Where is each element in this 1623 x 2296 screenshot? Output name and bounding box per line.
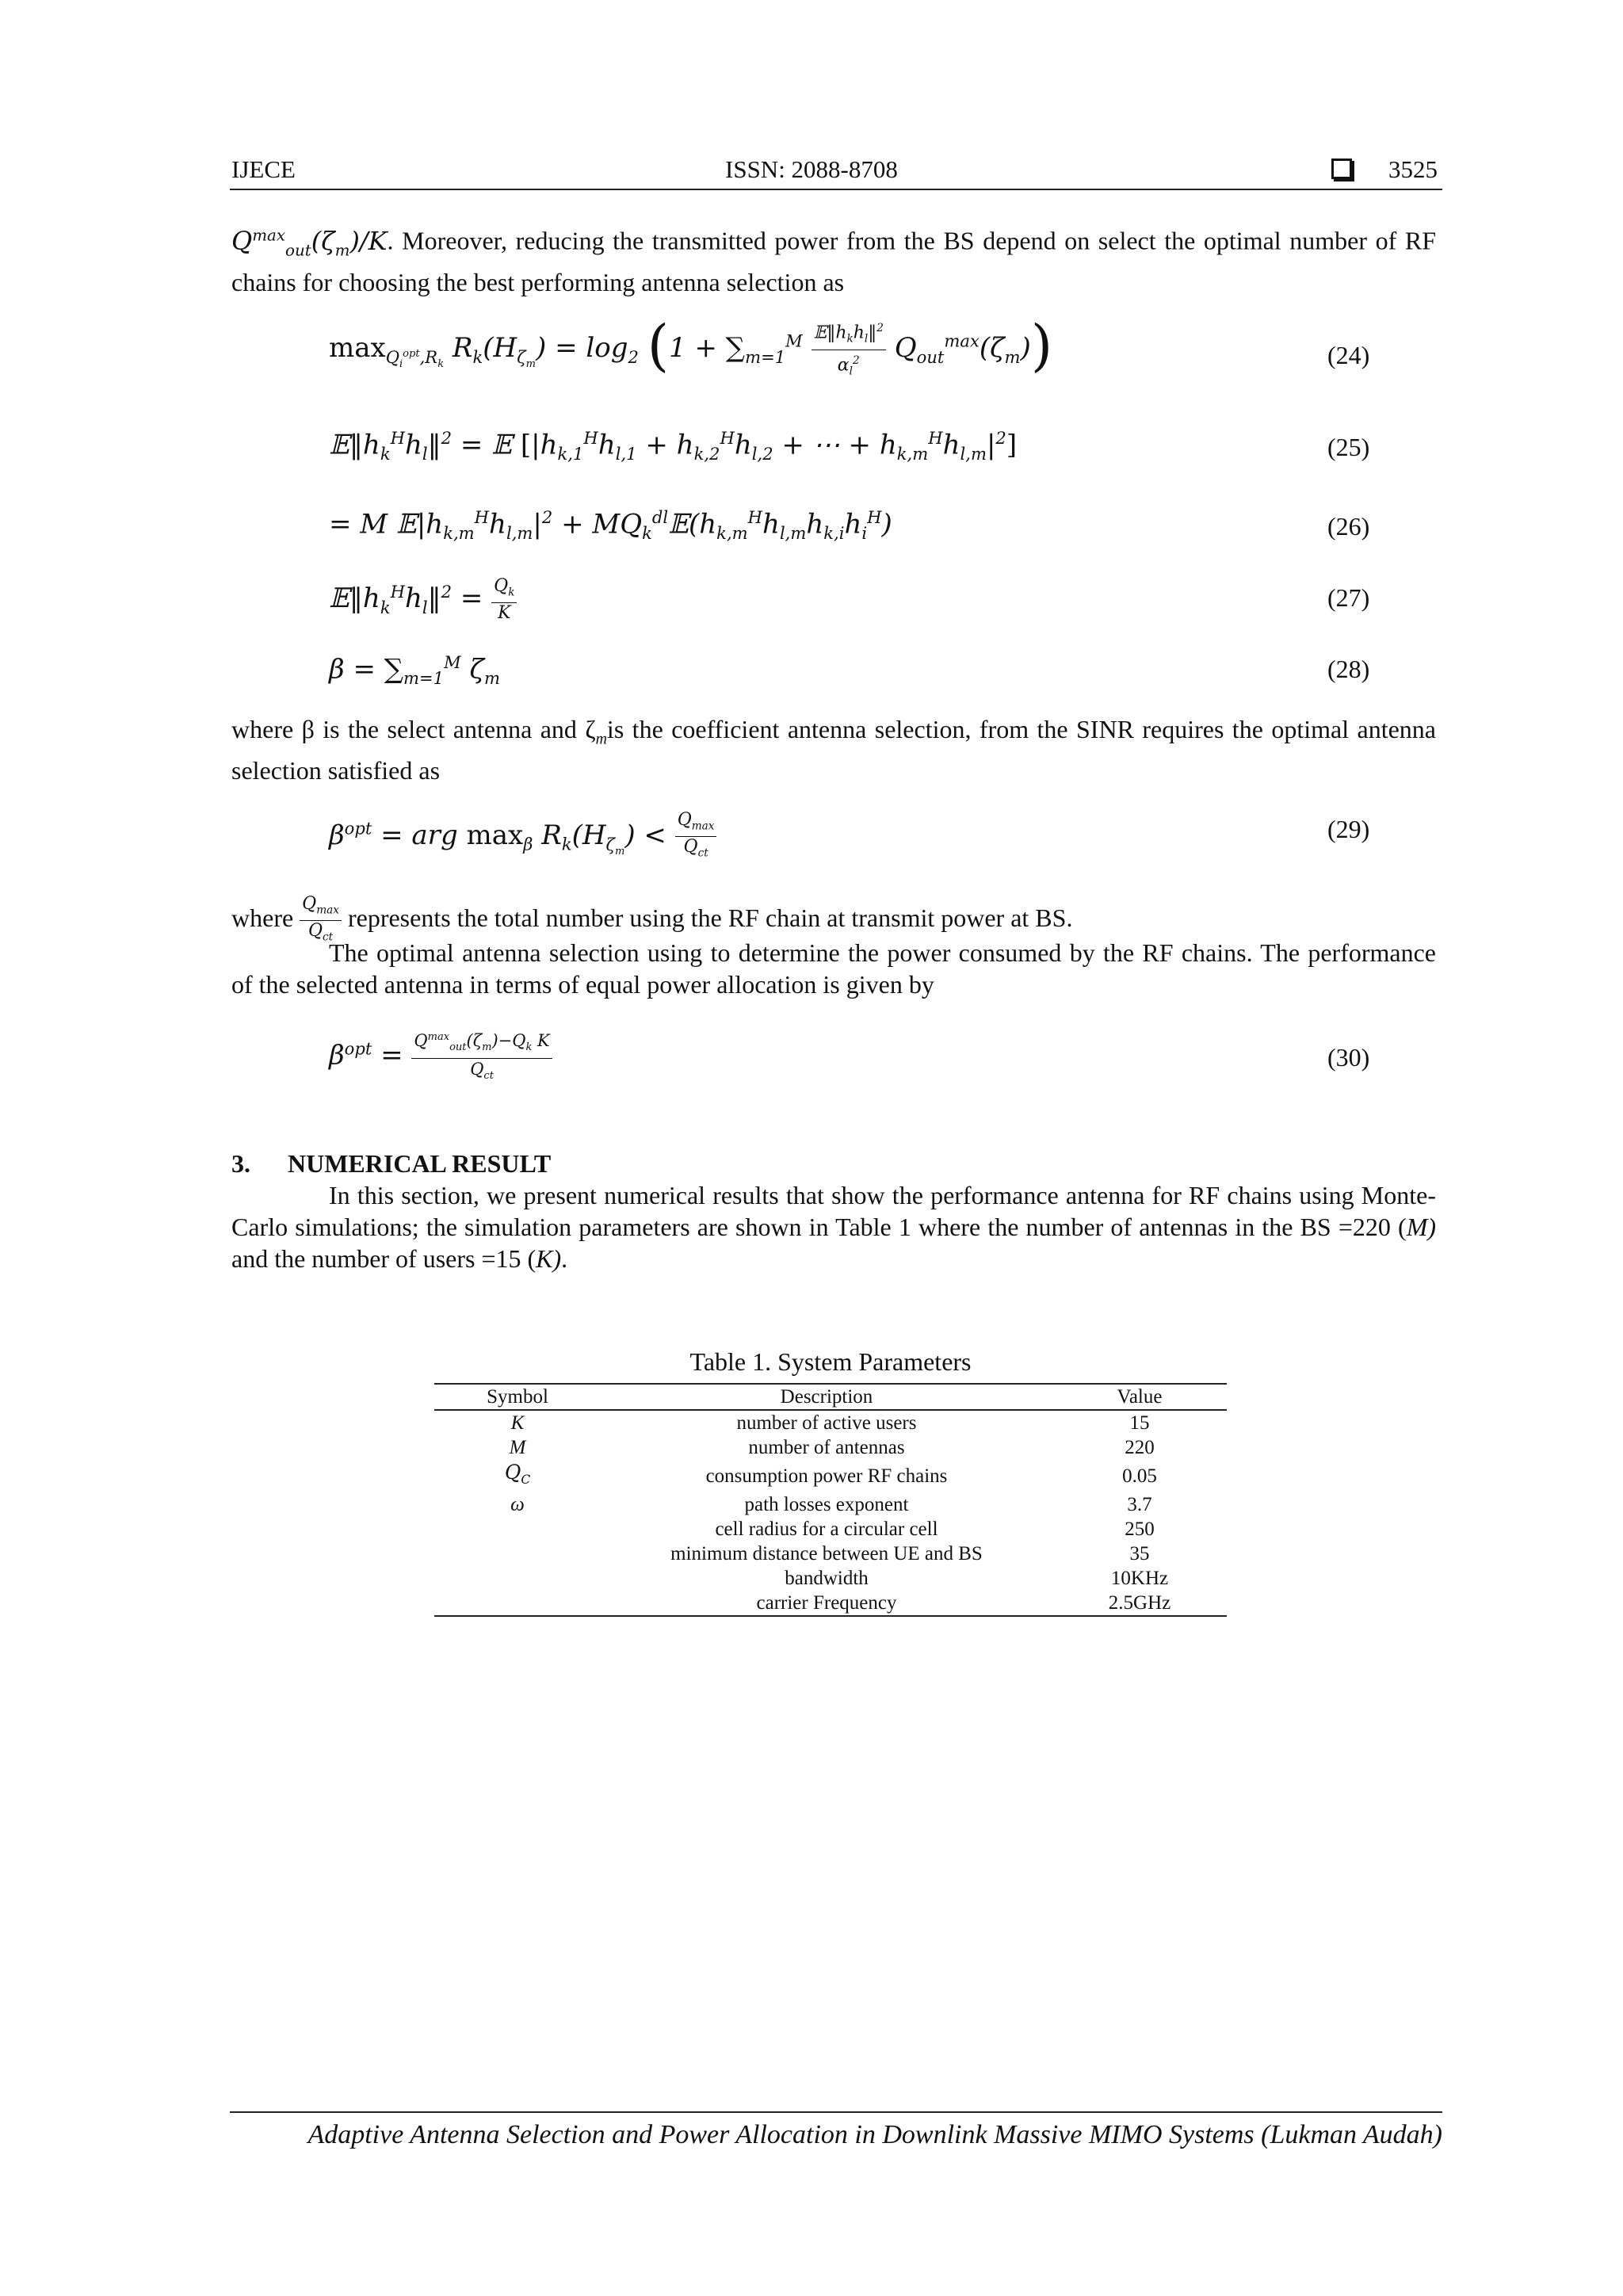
where-q-paragraph: where $\frac{Q_{max}}{Q_{ct}}$ represents the total number using the RF chain at transmit power at BS. [231,894,1073,944]
table-row [434,1410,1227,1435]
header-symbol: Symbol [434,1384,601,1410]
table-row [434,1492,1227,1517]
checkbox-icon [1331,159,1352,179]
footer-rule [230,2111,1442,2113]
value-cell: 250 [1125,1519,1155,1540]
journal-name: IJECE [231,155,296,183]
table-row [434,1591,1227,1616]
value-cell: 2.5GHz [1052,1591,1227,1616]
value-cell: 0.05 [1122,1465,1157,1487]
where-beta-text: where β is the select antenna and ζ [231,715,596,743]
where-beta-paragraph: where β is the select antenna and $\zeta_mis$ the coefficient antenna selection, from the SINR requires the optimal antenna selection satisfied as [231,715,1437,785]
symbol-cell [434,1566,601,1591]
header-description: Description [601,1384,1052,1410]
optimal-paragraph: The optimal antenna selection using to determine the power consumed by the RF chains. The performance of the selected antenna in terms of equal power allocation is given by [231,938,1436,999]
table-row [434,1541,1227,1566]
page-footer: Adaptive Antenna Selection and Power Allocation in Downlink Massive MIMO Systems (Lukman Audah) [307,2120,1442,2149]
table-header-row [434,1384,1227,1410]
symbol-cell: K [510,1412,525,1434]
section-body-text-3: . [561,1244,568,1273]
equation-number-29: (29) [1327,815,1370,843]
description-cell: cell radius for a circular cell [715,1519,938,1540]
symbol-cell [434,1517,601,1541]
equation-25: $𝔼‖h_k^Hh_l‖^2$ = 𝔼 [$|h_{k,1}^Hh_{l,1} + h_{k,2}^Hh_{l,2}$ + ⋯ + $h_{k,m}^Hh_{l,m}|^2$] [329,428,1018,464]
equation-27: $𝔼‖h_k^Hh_l‖^2$ = $\frac{Q_k}{K}$ [329,576,517,624]
equation-28: $\beta = \sum_{m=1}^M$ $\zeta_m$ [329,652,500,689]
where-beta-text-2: is the coefficient antenna selection, from the SINR requires the optimal antenna selection satisfied as [231,715,1437,785]
equation-29: $\beta^{opt}$ = arg $\max_\beta R_k(H_{\zeta_m})$ < $\frac{Q_{max}}{Q_{ct}}$ [329,810,716,864]
page-number: 3525 [1388,155,1438,183]
where-q-text: where [231,904,294,933]
table-row [434,1517,1227,1541]
value-cell: 15 [1129,1412,1150,1434]
description-cell: number of active users [736,1412,917,1434]
equation-number-24: (24) [1327,341,1370,369]
equation-26: = M $𝔼|h_{k,m}^Hh_{l,m}|^2$ + $MQ_k^{dl}𝔼(h_{k,m}^Hh_{l,m}h_{k,i}h_i^H)$ [329,507,892,544]
description-cell: bandwidth [785,1568,869,1589]
where-q-text-2: represents the total number using the RF chain at transmit power at BS. [347,904,1073,933]
value-cell: 35 [1129,1543,1150,1564]
description-cell: number of antennas [748,1437,905,1458]
value-cell: 3.7 [1127,1494,1152,1515]
intro-paragraph: $Q^{max}_{out}(\zeta_m)/K$. Moreover, reducing the transmitted power from the BS depend on select the optimal number of RF chains for choosing the best performing antenna selection as [231,225,1436,297]
header-rule [230,189,1442,190]
table-row [434,1566,1227,1591]
symbol-cell: $Q_C$ [504,1461,531,1487]
description-cell: consumption power RF chains [705,1465,948,1487]
equation-number-26: (26) [1327,512,1370,541]
table-row [434,1435,1227,1460]
intro-text: . Moreover, reducing the transmitted power from the BS depend on select the optimal number of RF chains for choosing the best performing antenna selection as [231,226,1436,297]
section-number: 3. [231,1149,250,1178]
section-body-text-1: In this section, we present numerical results that show the performance antenna for RF chains using Monte-Carlo simulations; the simulation parameters are shown in Table 1 where the number of antennas in the BS =220 ( [231,1181,1436,1241]
section-body-M: M) [1406,1213,1436,1241]
equation-number-25: (25) [1327,433,1370,461]
section-body-text-2: and the number of users =15 ( [231,1244,537,1273]
header-value: Value [1052,1384,1227,1410]
section-body [231,1179,1436,1274]
equation-number-30: (30) [1327,1043,1370,1072]
symbol-cell [434,1591,601,1616]
symbol-cell: ω [510,1494,525,1515]
issn: ISSN: 2088-8708 [725,155,898,183]
description-cell: carrier Frequency [601,1591,1052,1616]
table-row [434,1460,1227,1492]
symbol-cell: M [509,1437,526,1458]
equation-30: $\beta^{opt}$ = $\frac{Q^{max}_{out}(\zeta_m)-Q_k K}{Q_{ct}}$ [329,1027,552,1087]
symbol-cell [434,1541,601,1566]
value-cell: 10KHz [1110,1568,1169,1589]
description-cell: minimum distance between UE and BS [670,1543,983,1564]
section-title: NUMERICAL RESULT [288,1149,552,1178]
value-cell: 220 [1125,1437,1155,1458]
section-body-K: K) [536,1244,562,1273]
system-parameters-table [434,1383,1227,1617]
table-caption: Table 1. System Parameters [689,1347,972,1376]
equation-24: $\max_{Q_i^{opt},R_k} R_k(H_{\zeta_m}) = \log_2 (1 + \sum_{m=1}^M$ $\frac{𝔼‖h_kh_l‖^2}{\alpha_l^2}$ $Q_{out}^{max}(\zeta_m)$) [329,313,1053,378]
description-cell: path losses exponent [744,1494,909,1515]
equation-number-27: (27) [1327,583,1370,612]
equation-number-28: (28) [1327,655,1370,683]
page-marker [1331,155,1352,184]
